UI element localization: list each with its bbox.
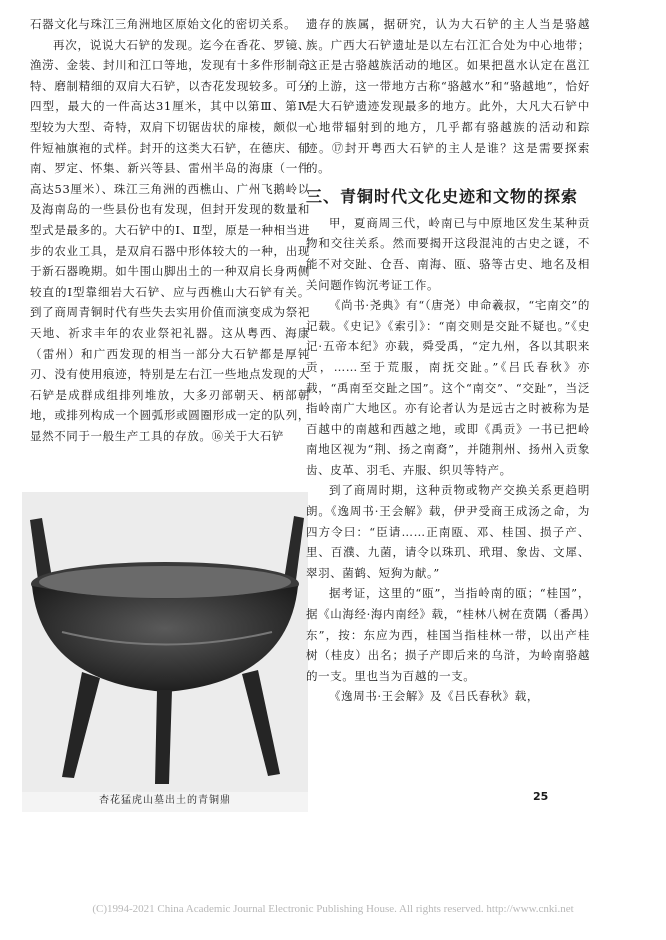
bronze-ding-photo [22, 492, 308, 812]
figure-caption: 杏花猛虎山墓出土的青铜鼎 [99, 795, 231, 806]
paragraph: 遗存的族属，据研究，认为大石铲的主人当是骆越族。广西大石铲遗址是以左右江汇合处为中心地带；这正是古骆越族活动的地区。如果把邕水认定在邕江的上游，这一带地方古称“骆越水”和“骆越地”，恰好是大石铲遗迹发现最多的地方。此外，大凡大石铲中心地带辐射到的地方，几乎都有骆越族的活动和踪迹。⑰封开粤西大石铲的主人是谁？这是需要探索的。 [306, 17, 590, 176]
bronze-ding-illustration [22, 492, 308, 792]
paragraph: 甲，夏商周三代，岭南已与中原地区发生某种贡物和交往关系。然而要揭开这段混沌的古史之谜，不能不对交趾、仓吾、南海、瓯、骆等古史、地名及相关问题作钩沉考证工作。 [306, 215, 590, 292]
section-heading: 三、青铜时代文化史迹和文物的探索 [306, 186, 579, 206]
paragraph: 《逸周书·王会解》及《吕氏春秋》载， [329, 689, 539, 704]
paragraph: 再次，说说大石铲的发现。迄今在香花、罗镜、渔涝、金装、封川和江口等地，发现有十多件形制奇特、磨制精细的双肩大石铲，以杏花发现较多。可分四型，最大的一件高达31厘米，其中以第Ⅲ、第Ⅳ型较为大型、奇特，双肩下切锯齿状的扉棱，颇似一件短袖旗袍的式样。封开的这类大石铲，在德庆、郁南、罗定、怀集、新兴等县、雷州半岛的海康（一件高达53厘米）、珠江三角洲的西樵山、广州飞鹅岭以及海南岛的一些县份也有发现，但封开发现的数量和型式是最多的。大石铲中的Ⅰ、Ⅱ型，原是一种相当进步的农业工具，是双肩石器中形体较大的一种，出现于新石器晚期。如牛围山脚出土的一种双肩长身两侧较直的Ⅰ型靠细岩大石铲、应与西樵山大石铲有关。到了商周青铜时代有些失去实用价值而演变成为祭祀天地、祈求丰年的农业祭祀礼器。这从粤西、海康（雷州）和广西发现的相当一部分大石铲都是厚钝刃、没有使用痕迹，特别是左右江一些地点发现的大石铲是成群成组排列堆放，大多刃部朝天、柄部朝地，或排列构成一个圆弧形或圆圈形成一定的队列，显然不同于一般生产工具的存放。⑯关于大石铲 [30, 37, 310, 443]
page-number: 25 [533, 790, 549, 803]
paragraph: 据考证，这里的“瓯”，当指岭南的瓯；“桂国”，据《山海经·海内南经》载，“桂林八树在贲隅（番禺）东”，按：东应为西，桂国当指桂林一带，以出产桂树（桂皮）出名；损子产即后来的乌浒，为岭南骆越的一支。里也当为百越的一支。 [306, 586, 590, 683]
paragraph: 到了商周时期，这种贡物或物产交换关系更趋明朗。《逸周书·王会解》载，伊尹受商王成汤之命，为四方令曰：“臣请……正南瓯、邓、桂国、损子产、里、百濮、九菌，请令以珠玑、玳瑁、象齿、文犀、翠羽、菌鹤、短狗为献。” [306, 483, 590, 580]
left-text-column [30, 14, 310, 446]
paragraph: 石器文化与珠江三角洲地区原始文化的密切关系。 [30, 17, 297, 31]
paragraph: 《尚书·尧典》有“（唐尧）申命羲叔，“宅南交”的记载。《史记》《索引》：“南交则是交趾不疑也。”《史记·五帝本纪》亦载，舜受禹，“定九州，各以其职来贡，……至于荒服，南抚交趾。”《吕氏春秋》亦载，“禹南至交趾之国”。这个“南交”、“交趾”，当泛指岭南广大地区。亦有论者认为是远古之时被称为是百越中的南越和西越之地，或即《禹贡》一书已把岭南地区视为“荆、扬之南裔”，并随荆州、扬州入贡象齿、皮革、羽毛、卉服、织贝等特产。 [306, 298, 590, 477]
copyright-footer: (C)1994-2021 China Academic Journal Electronic Publishing House. All rights reserved. http://www.cnki.net [92, 903, 574, 915]
right-text-column [306, 14, 590, 707]
